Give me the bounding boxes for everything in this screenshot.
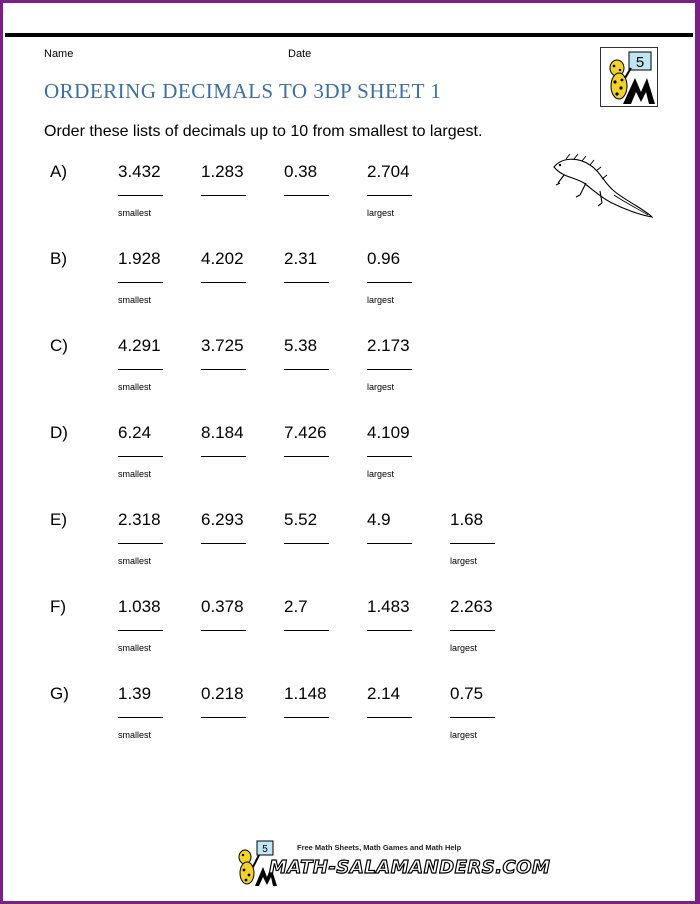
answer-blank[interactable]: [284, 369, 329, 370]
decimal-number: 4.291: [118, 336, 161, 355]
date-label: Date: [288, 48, 312, 60]
instructions: Order these lists of decimals up to 10 from smallest to largest.: [44, 123, 483, 140]
question-c: [3, 336, 695, 423]
decimal-number: 1.928: [118, 249, 161, 268]
largest-caption: largest: [367, 295, 395, 305]
decimal-number: 7.426: [284, 423, 327, 442]
answer-blank[interactable]: [450, 717, 495, 718]
answer-blank[interactable]: [367, 456, 412, 457]
question-f: [3, 597, 695, 684]
smallest-caption: smallest: [118, 469, 152, 479]
footer-site-name[interactable]: MATH-SALAMANDERS.COM: [269, 857, 551, 878]
footer-logo: [229, 839, 551, 887]
answer-blank[interactable]: [367, 630, 412, 631]
smallest-caption: smallest: [118, 730, 152, 740]
answer-blank[interactable]: [201, 369, 246, 370]
answer-blank[interactable]: [201, 543, 246, 544]
question-e: [3, 510, 695, 597]
svg-text:5: 5: [635, 54, 645, 71]
decimal-number: 2.318: [118, 510, 161, 529]
answer-blank[interactable]: [118, 717, 163, 718]
largest-caption: largest: [450, 643, 478, 653]
svg-text:5: 5: [262, 844, 268, 855]
answer-blank[interactable]: [118, 630, 163, 631]
answer-blank[interactable]: [201, 630, 246, 631]
decimal-number: 2.14: [367, 684, 401, 703]
answer-blank[interactable]: [284, 630, 329, 631]
decimal-number: 1.038: [118, 597, 161, 616]
largest-caption: largest: [450, 556, 478, 566]
decimal-number: 2.263: [450, 597, 493, 616]
decimal-number: 0.218: [201, 684, 244, 703]
decimal-number: 1.483: [367, 597, 410, 616]
answer-blank[interactable]: [118, 282, 163, 283]
answer-blank[interactable]: [118, 369, 163, 370]
answer-blank[interactable]: [284, 195, 329, 196]
answer-blank[interactable]: [284, 543, 329, 544]
question-letter: F): [50, 597, 67, 616]
question-letter: A): [50, 162, 67, 181]
answer-blank[interactable]: [118, 195, 163, 196]
largest-caption: largest: [367, 382, 395, 392]
page-title: ORDERING DECIMALS TO 3DP SHEET 1: [44, 79, 442, 103]
decimal-number: 8.184: [201, 423, 244, 442]
answer-blank[interactable]: [450, 543, 495, 544]
answer-blank[interactable]: [367, 195, 412, 196]
decimal-number: 4.109: [367, 423, 410, 442]
decimal-number: 1.68: [450, 510, 484, 529]
answer-blank[interactable]: [201, 195, 246, 196]
decimal-number: 0.38: [284, 162, 318, 181]
smallest-caption: smallest: [118, 208, 152, 218]
answer-blank[interactable]: [450, 630, 495, 631]
top-rule: [5, 33, 693, 37]
largest-caption: largest: [367, 208, 395, 218]
answer-blank[interactable]: [201, 717, 246, 718]
answer-blank[interactable]: [201, 282, 246, 283]
answer-blank[interactable]: [367, 717, 412, 718]
answer-blank[interactable]: [367, 282, 412, 283]
decimal-number: 5.38: [284, 336, 318, 355]
smallest-caption: smallest: [118, 382, 152, 392]
decimal-number: 0.75: [450, 684, 484, 703]
decimal-number: 6.293: [201, 510, 244, 529]
question-g: [3, 684, 695, 771]
decimal-number: 1.39: [118, 684, 152, 703]
decimal-number: 3.725: [201, 336, 244, 355]
question-letter: B): [50, 249, 67, 268]
answer-blank[interactable]: [284, 282, 329, 283]
decimal-number: 1.148: [284, 684, 327, 703]
answer-blank[interactable]: [367, 369, 412, 370]
answer-blank[interactable]: [284, 717, 329, 718]
answer-blank[interactable]: [284, 456, 329, 457]
question-a: [3, 162, 695, 249]
question-letter: C): [50, 336, 68, 355]
answer-blank[interactable]: [118, 543, 163, 544]
smallest-caption: smallest: [118, 556, 152, 566]
decimal-number: 2.31: [284, 249, 318, 268]
decimal-number: 0.96: [367, 249, 401, 268]
decimal-number: 4.202: [201, 249, 244, 268]
decimal-number: 0.378: [201, 597, 244, 616]
decimal-number: 3.432: [118, 162, 161, 181]
question-letter: E): [50, 510, 67, 529]
footer-tagline: Free Math Sheets, Math Games and Math Help: [297, 843, 462, 852]
smallest-caption: smallest: [118, 643, 152, 653]
decimal-number: 2.704: [367, 162, 410, 181]
decimal-number: 5.52: [284, 510, 318, 529]
question-letter: D): [50, 423, 68, 442]
decimal-number: 2.173: [367, 336, 410, 355]
name-label: Name: [44, 48, 74, 60]
question-letter: G): [50, 684, 69, 703]
answer-blank[interactable]: [367, 543, 412, 544]
question-b: [3, 249, 695, 336]
worksheet-page: [3, 3, 695, 901]
answer-blank[interactable]: [118, 456, 163, 457]
decimal-number: 1.283: [201, 162, 244, 181]
decimal-number: 2.7: [284, 597, 308, 616]
answer-blank[interactable]: [201, 456, 246, 457]
decimal-number: 4.9: [367, 510, 391, 529]
smallest-caption: smallest: [118, 295, 152, 305]
largest-caption: largest: [450, 730, 478, 740]
question-d: [3, 423, 695, 510]
decimal-number: 6.24: [118, 423, 152, 442]
math-salamanders-logo: [600, 47, 658, 107]
largest-caption: largest: [367, 469, 395, 479]
